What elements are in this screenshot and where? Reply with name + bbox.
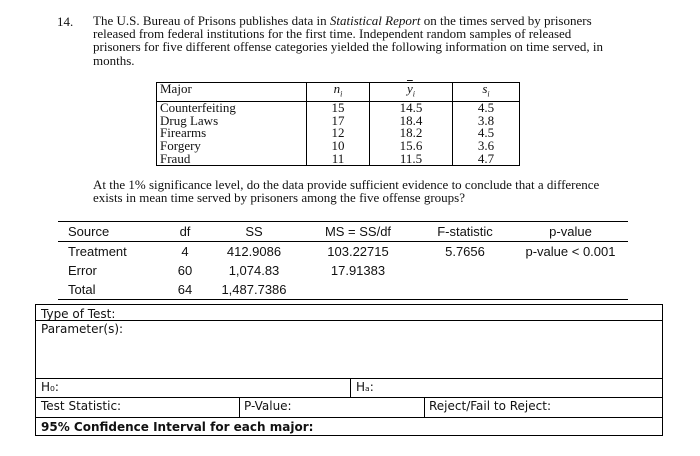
- divider: [350, 378, 351, 398]
- type-of-test-label: Type of Test:: [41, 307, 116, 321]
- divider: [36, 417, 662, 418]
- header-n: $n_i$: [307, 83, 370, 102]
- table-row: Drug Laws 17 18.4 3.8: [157, 115, 520, 128]
- table-header-row: [157, 83, 520, 102]
- question-line-2: released from federal institutions for the first time. Independent random samples of released: [93, 26, 572, 42]
- h0-label: H₀:: [41, 380, 59, 394]
- ha-label: Hₐ:: [356, 380, 374, 394]
- anova-table: [58, 221, 628, 300]
- p-value-label: P-Value:: [244, 399, 292, 413]
- table-row: Counterfeiting 15 14.5 4.5: [157, 102, 520, 115]
- question-number: 14.: [57, 14, 74, 29]
- report-title: Statistical Report: [329, 13, 421, 28]
- question-line-4: months.: [93, 52, 135, 68]
- answer-form: [35, 304, 663, 436]
- test-statistic-label: Test Statistic:: [41, 399, 122, 413]
- header-ybar: $\overline{y}_i$: [370, 83, 453, 102]
- question-line-3: prisoners for five different offense categories yielded the following information on time served, in: [93, 39, 603, 55]
- divider: [36, 397, 662, 398]
- header-s: $s_i$: [453, 83, 520, 102]
- question-text: [93, 14, 643, 67]
- anova-header-row: Source df SS MS = SS/df F-statistic p-value: [58, 222, 628, 242]
- anova-row: Treatment 4 412.9086 103.22715 5.7656 p-value < 0.001: [68, 244, 616, 259]
- confidence-interval-label: 95% Confidence Interval for each major:: [41, 420, 314, 434]
- anova-row: Error 60 1,074.83 17.91383: [68, 263, 386, 278]
- question-line-1: The U.S. Bureau of Prisons publishes data in Statistical Report on the times served by prisoners: [93, 13, 592, 28]
- table-row: Forgery 10 15.6 3.6: [157, 140, 520, 153]
- table-row: Fraud 11 11.5 4.7: [157, 153, 520, 166]
- parameters-label: Parameter(s):: [41, 322, 124, 336]
- reject-label: Reject/Fail to Reject:: [429, 399, 551, 413]
- divider: [239, 397, 240, 418]
- header-major: Major: [157, 83, 307, 102]
- divider: [424, 397, 425, 418]
- significance-question: At the 1% significance level, do the data provide sufficient evidence to conclude that a difference exists in mean time served by prisoners among the five offense groups?: [93, 177, 600, 205]
- anova-row: Total 64 1,487.7386: [58, 280, 628, 300]
- table-row: Firearms 12 18.2 4.5: [157, 127, 520, 140]
- offense-data-table: [156, 82, 520, 166]
- divider: [36, 378, 662, 379]
- divider: [36, 320, 662, 321]
